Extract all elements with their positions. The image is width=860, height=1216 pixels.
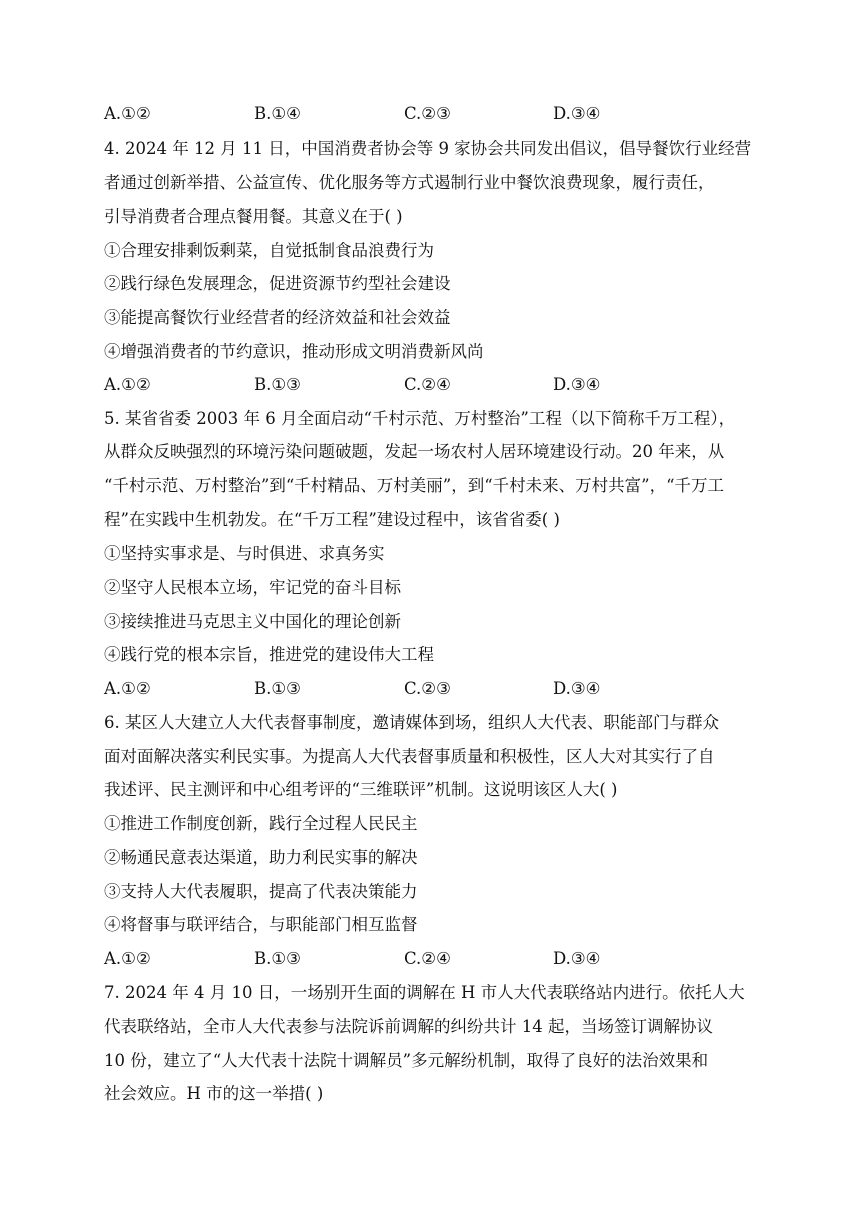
q6-option-a[interactable]: A.①② [104, 949, 151, 968]
q4-item-2: ②践行绿色发展理念，促进资源节约型社会建设 [104, 274, 451, 293]
q7-stem-line: 7. 2024 年 4 月 10 日，一场别开生面的调解在 H 市人大代表联络站内进行。依托人大 [104, 983, 745, 1002]
q4-stem-line: 者通过创新举措、公益宣传、优化服务等方式遏制行业中餐饮浪费现象，履行责任， [104, 173, 715, 192]
q7-stem-line: 社会效应。H 市的这一举措( ) [104, 1084, 324, 1103]
q4-options [104, 375, 754, 395]
q4-option-a[interactable]: A.①② [104, 375, 151, 394]
q3-options [104, 104, 754, 124]
q5-option-d[interactable]: D.③④ [553, 679, 601, 698]
q3-option-d[interactable]: D.③④ [553, 104, 601, 123]
q4-item-3: ③能提高餐饮行业经营者的经济效益和社会效益 [104, 308, 451, 327]
q5-options [104, 679, 754, 699]
q5-item-3: ③接续推进马克思主义中国化的理论创新 [104, 612, 401, 631]
q5-stem-line: 从群众反映强烈的环境污染问题破题，发起一场农村人居环境建设行动。20 年来，从 [104, 442, 725, 461]
q5-stem-line: “千村示范、万村整治”到“千村精品、万村美丽”，到“千村未来、万村共富”，“千万工 [104, 476, 725, 495]
q5-stem-line: 程”在实践中生机勃发。在“千万工程”建设过程中，该省省委( ) [104, 510, 560, 529]
q5-item-2: ②坚守人民根本立场，牢记党的奋斗目标 [104, 578, 401, 597]
q3-option-b[interactable]: B.①④ [254, 104, 301, 123]
q6-item-4: ④将督事与联评结合，与职能部门相互监督 [104, 915, 418, 934]
q7-stem-line: 代表联络站，全市人大代表参与法院诉前调解的纠纷共计 14 起，当场签订调解协议 [104, 1017, 713, 1036]
q6-option-b[interactable]: B.①③ [254, 949, 301, 968]
q6-option-c[interactable]: C.②④ [404, 949, 451, 968]
q5-item-1: ①坚持实事求是、与时俱进、求真务实 [104, 544, 385, 563]
q5-option-a[interactable]: A.①② [104, 679, 151, 698]
q4-option-d[interactable]: D.③④ [553, 375, 601, 394]
q6-stem-line: 6. 某区人大建立人大代表督事制度，邀请媒体到场，组织人大代表、职能部门与群众 [104, 713, 719, 732]
q4-stem-line: 4. 2024 年 12 月 11 日，中国消费者协会等 9 家协会共同发出倡议，倡导餐饮行业经营 [104, 139, 752, 158]
q5-stem-line: 5. 某省省委 2003 年 6 月全面启动“千村示范、万村整治”工程（以下简称千万工程）， [104, 409, 736, 428]
q4-option-b[interactable]: B.①③ [254, 375, 301, 394]
q5-option-c[interactable]: C.②③ [404, 679, 451, 698]
q5-option-b[interactable]: B.①③ [254, 679, 301, 698]
q3-option-c[interactable]: C.②③ [404, 104, 451, 123]
q5-item-4: ④践行党的根本宗旨，推进党的建设伟大工程 [104, 645, 434, 664]
q4-stem-line: 引导消费者合理点餐用餐。其意义在于( ) [104, 207, 403, 226]
q3-option-a[interactable]: A.①② [104, 104, 151, 123]
q4-option-c[interactable]: C.②④ [404, 375, 451, 394]
q4-item-1: ①合理安排剩饭剩菜，自觉抵制食品浪费行为 [104, 241, 434, 260]
q6-item-3: ③支持人大代表履职，提高了代表决策能力 [104, 882, 418, 901]
q6-stem-line: 面对面解决落实利民实事。为提高人大代表督事质量和积极性，区人大对其实行了自 [104, 747, 715, 766]
q6-stem-line: 我述评、民主测评和中心组考评的“三维联评”机制。这说明该区人大( ) [104, 780, 618, 799]
q6-option-d[interactable]: D.③④ [553, 949, 601, 968]
q6-item-1: ①推进工作制度创新，践行全过程人民民主 [104, 814, 418, 833]
q7-stem-line: 10 份，建立了“人大代表十法院十调解员”多元解纷机制，取得了良好的法治效果和 [104, 1051, 709, 1070]
q6-options [104, 949, 754, 969]
q4-item-4: ④增强消费者的节约意识，推动形成文明消费新风尚 [104, 342, 484, 361]
q6-item-2: ②畅通民意表达渠道，助力利民实事的解决 [104, 848, 418, 867]
